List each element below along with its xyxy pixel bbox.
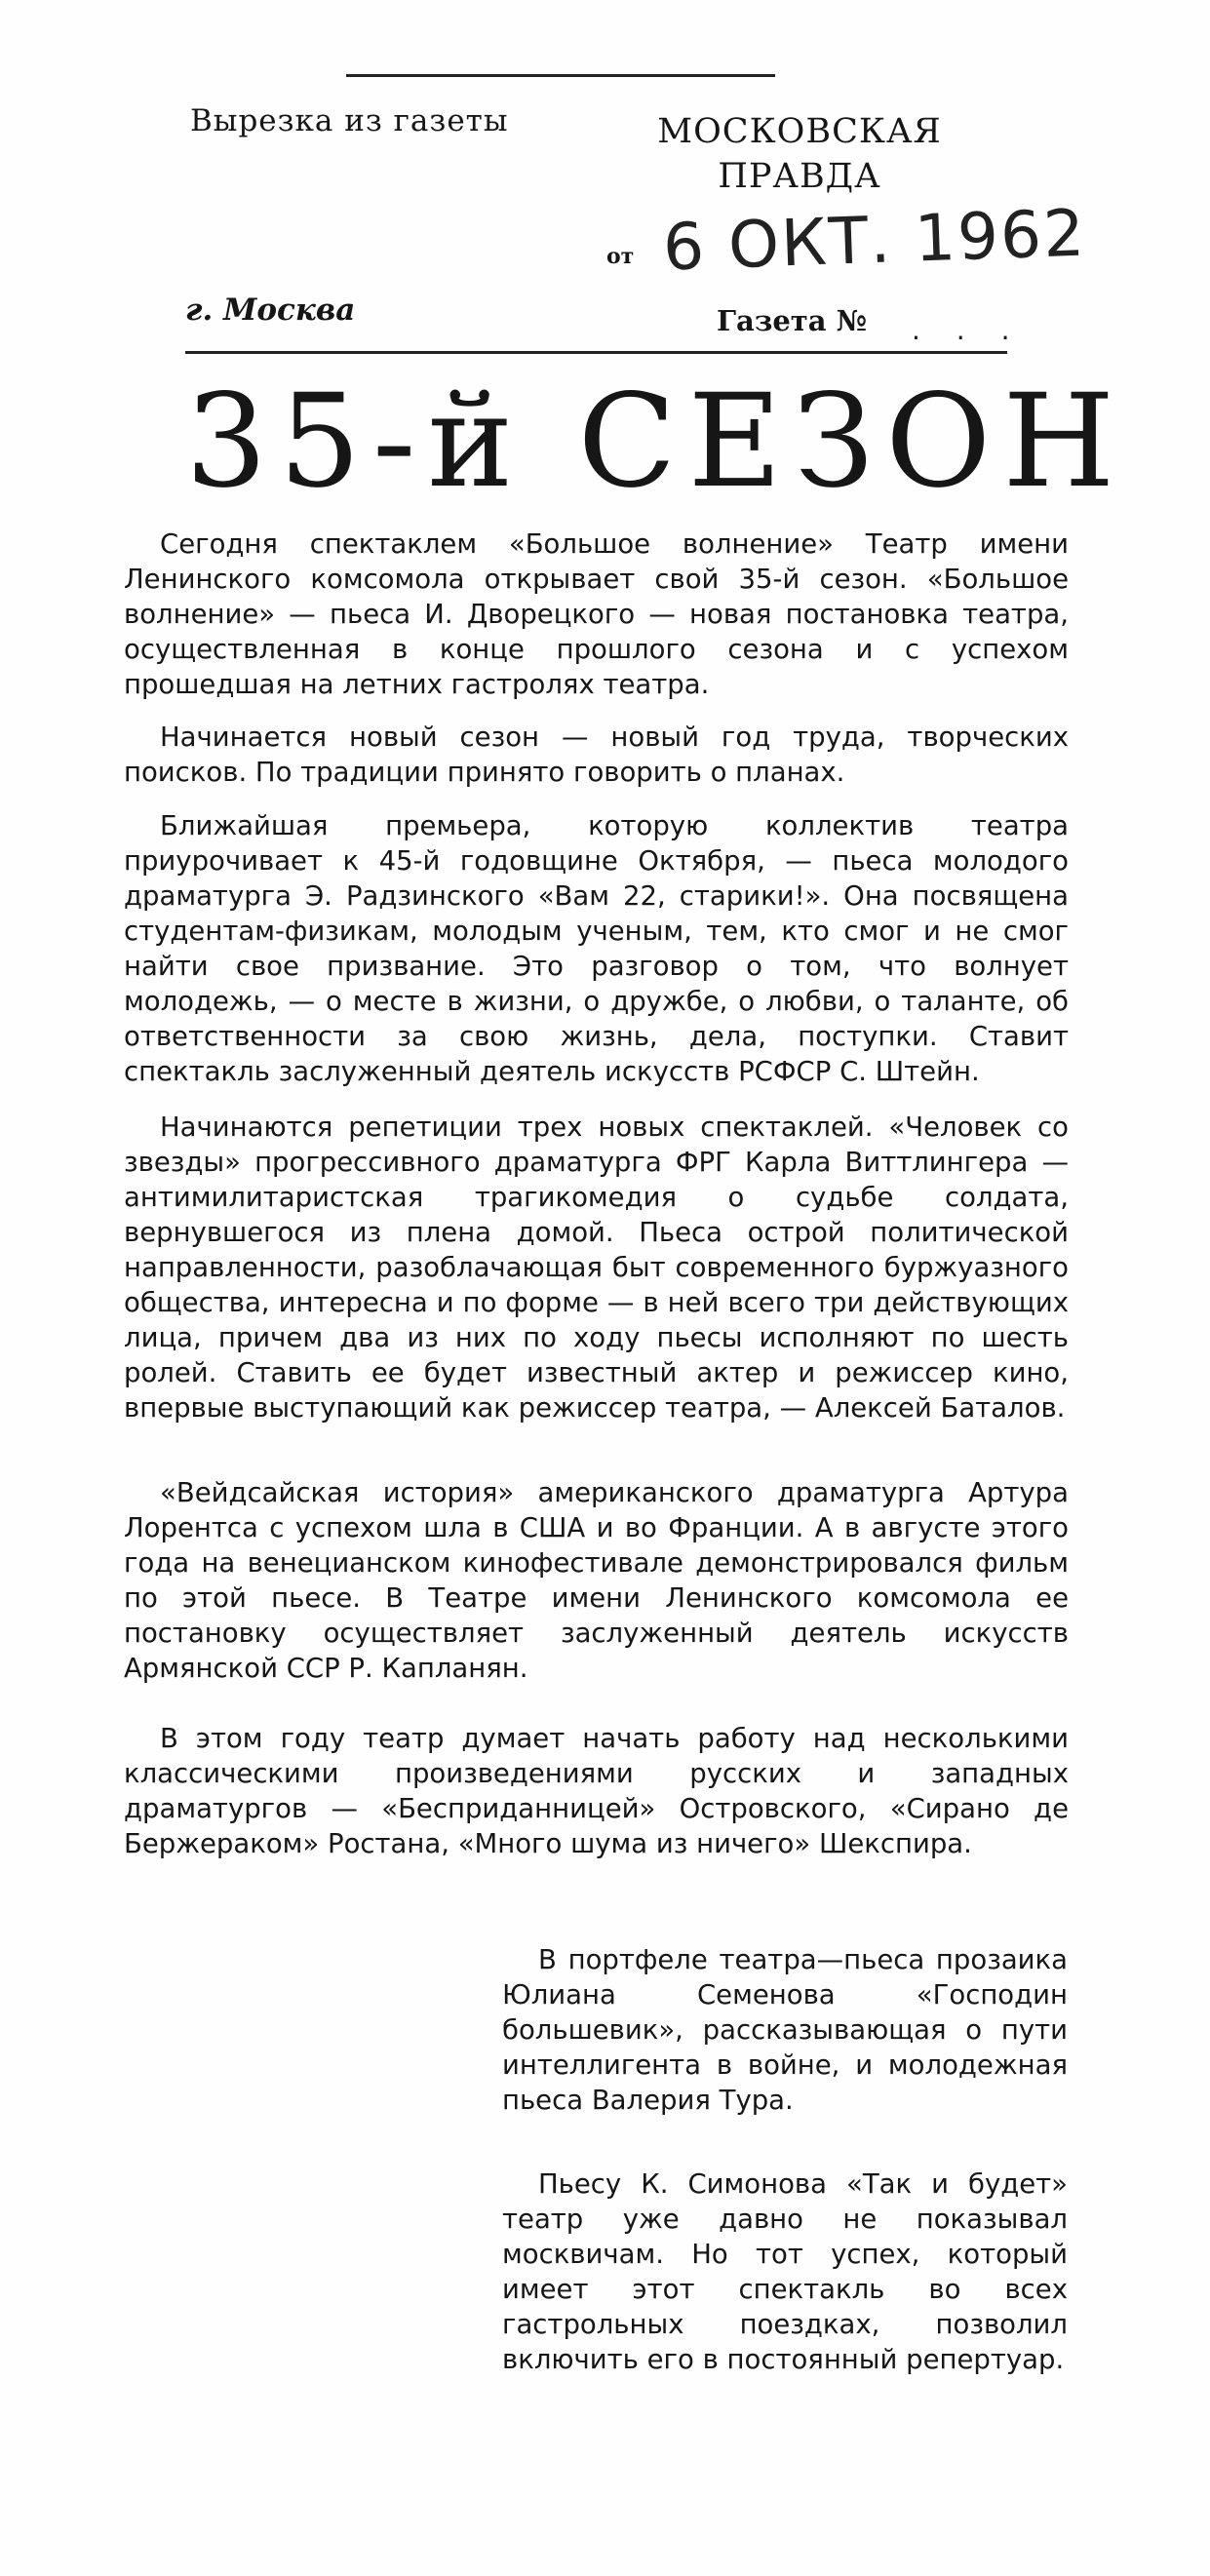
- clipping-header: [0, 0, 1210, 371]
- newspaper-name: МОСКОВСКАЯ ПРАВДА: [657, 112, 942, 196]
- article-paragraph-5: «Вейдсайская история» американского драматурга Артура Лорентса с успехом шла в США и во Франции. А в августе этого года на венецианском кинофестивале демонстрировался фильм по этой пьесе. В Театре имени Ленинского комсомола ее постановку осуществляет заслуженный деятель искусств Армянской ССР Р. Капланян.: [124, 1477, 1069, 1684]
- article-paragraph-1: Сегодня спектаклем «Большое волнение» Театр имени Ленинского комсомола открывает свой 35-й сезон. «Большое волнение» — пьеса И. Дворецкого — новая постановка театра, осуществленная в конце прошлого сезона и с успехом прошедшая на летних гастролях театра.: [124, 528, 1069, 700]
- header-bottom-rule: [185, 351, 1007, 354]
- article-paragraph-7: В портфеле театра—пьеса прозаика Юлиана Семенова «Господин большевик», рассказывающая о пути интеллигента в войне, и молодежная пьеса Валерия Тура.: [502, 1944, 1068, 2116]
- clipping-label: Вырезка из газеты: [190, 103, 509, 138]
- article-paragraph-8: Пьесу К. Симонова «Так и будет» театр уже давно не показывал москвичам. Но тот успех, который имеет этот спектакль во всех гастрольных поездках, позволил включить его в постоянный репертуар.: [502, 2168, 1068, 2375]
- article-paragraph-3: Ближайшая премьера, которую коллектив театра приурочивает к 45-й годовщине Октября, — пьеса молодого драматурга Э. Радзинского «Вам 22, старики!». Она посвящена студентам-физикам, молодым ученым, тем, кто смог и не смог найти свое призвание. Это разговор о том, что волнует молодежь, — о месте в жизни, о дружбе, о любви, о таланте, об ответственности за свою жизнь, дела, поступки. Ставит спектакль заслуженный деятель искусств РСФСР С. Штейн.: [124, 810, 1069, 1087]
- city-label: г. Москва: [185, 293, 356, 328]
- article-paragraph-6: В этом году театр думает начать работу над несколькими классическими произведениями русских и западных драматургов — «Бесприданницей» Островского, «Сирано де Бержераком» Ростана, «Много шума из ничего» Шекспира.: [124, 1723, 1069, 1859]
- article-paragraph-2: Начинается новый сезон — новый год труда, творческих поисков. По традиции принято говорить о планах.: [124, 722, 1069, 788]
- date-label: от: [606, 244, 635, 269]
- issue-label: Газета №: [717, 304, 868, 337]
- date-stamp: 6 ОКТ. 1962: [661, 195, 1088, 286]
- header-top-rule: [346, 74, 775, 77]
- article-headline: 35-й СЕЗОН: [185, 367, 1127, 517]
- article-paragraph-4: Начинаются репетиции трех новых спектаклей. «Человек со звезды» прогрессивного драматурга ФРГ Карла Виттлингера — антимилитаристская трагикомедия о судьбе солдата, вернувшегося из плена домой. Пьеса острой политической направленности, разоблачающая быт современного буржуазного общества, интересна и по форме — в ней всего три действующих лица, причем два из них по ходу пьесы исполняют по шесть ролей. Ставить ее будет известный актер и режиссер кино, впервые выступающий как режиссер театра, — Алексей Баталов.: [124, 1112, 1069, 1424]
- issue-number-placeholder: . . .: [912, 314, 1024, 346]
